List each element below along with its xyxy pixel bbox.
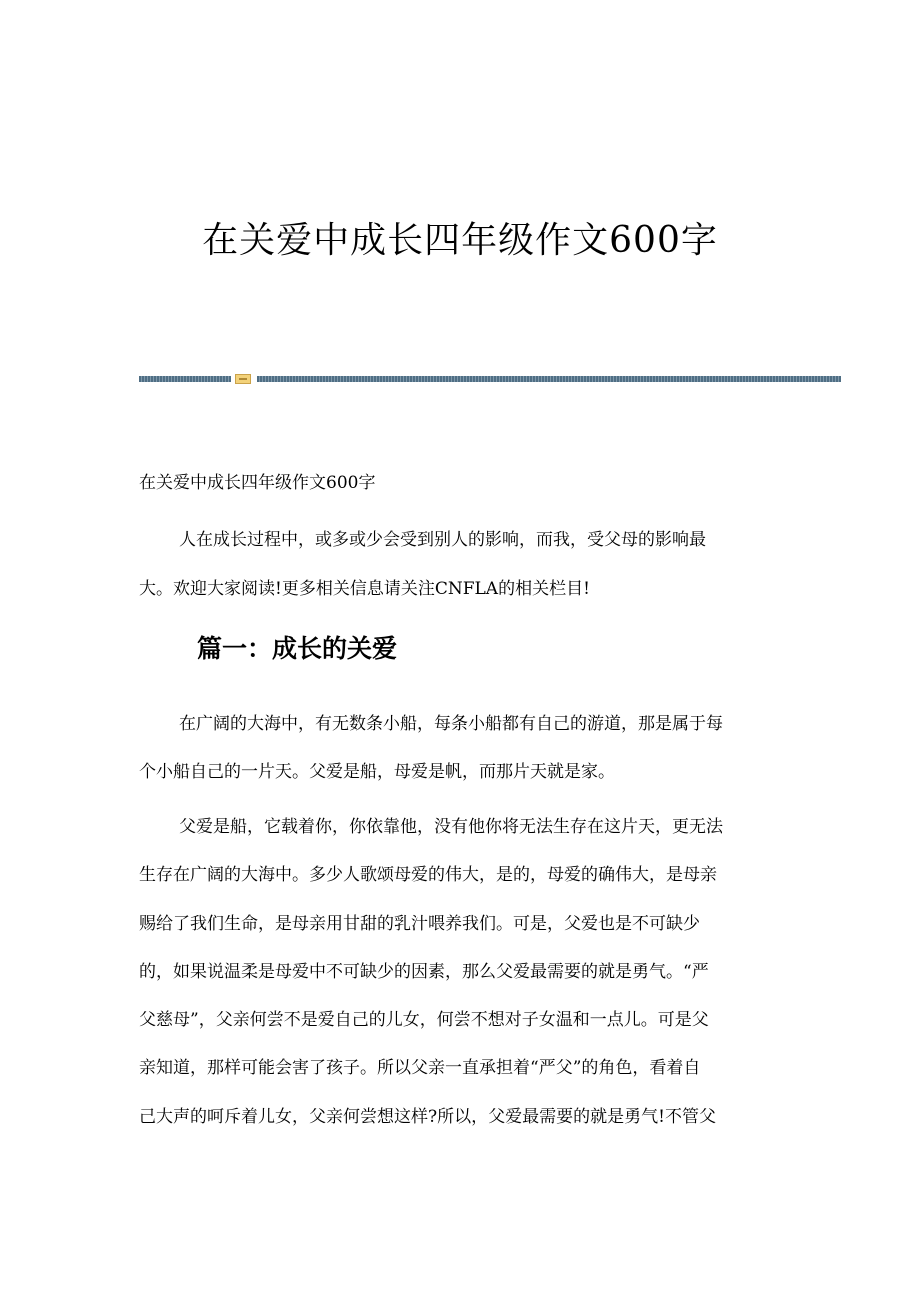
paragraph-line: 父慈母”，父亲何尝不是爱自己的儿女，何尝不想对子女温和一点儿。可是父 [139, 1010, 709, 1030]
paragraph-line: 己大声的呵斥着儿女，父亲何尝想这样?所以，父爱最需要的就是勇气!不管父 [139, 1107, 716, 1127]
divider-badge-icon [235, 374, 251, 384]
section-heading: 篇一：成长的关爱 [197, 634, 398, 663]
intro-line: 大。欢迎大家阅读!更多相关信息请关注CNFLA的相关栏目! [139, 579, 590, 599]
paragraph-line: 的，如果说温柔是母爱中不可缺少的因素，那么父爱最需要的就是勇气。“严 [139, 962, 709, 982]
paragraph-line: 在广阔的大海中，有无数条小船，每条小船都有自己的游道，那是属于每 [179, 714, 723, 734]
page-title: 在关爱中成长四年级作文600字 [202, 220, 718, 261]
paragraph-line: 个小船自己的一片天。父爱是船，母爱是帆，而那片天就是家。 [139, 762, 615, 782]
decorative-divider [139, 374, 841, 384]
paragraph-line: 赐给了我们生命，是母亲用甘甜的乳汁喂养我们。可是，父爱也是不可缺少 [139, 914, 700, 934]
divider-left-bar [139, 376, 231, 382]
paragraph-line: 父爱是船，它载着你，你依靠他，没有他你将无法生存在这片天，更无法 [179, 817, 723, 837]
document-subtitle: 在关爱中成长四年级作文600字 [139, 473, 376, 493]
divider-right-bar [257, 376, 841, 382]
paragraph-line: 亲知道，那样可能会害了孩子。所以父亲一直承担着“严父”的角色，看着自 [139, 1058, 701, 1078]
intro-line: 人在成长过程中，或多或少会受到别人的影响，而我，受父母的影响最 [179, 530, 706, 550]
paragraph-line: 生存在广阔的大海中。多少人歌颂母爱的伟大，是的，母爱的确伟大，是母亲 [139, 865, 717, 885]
